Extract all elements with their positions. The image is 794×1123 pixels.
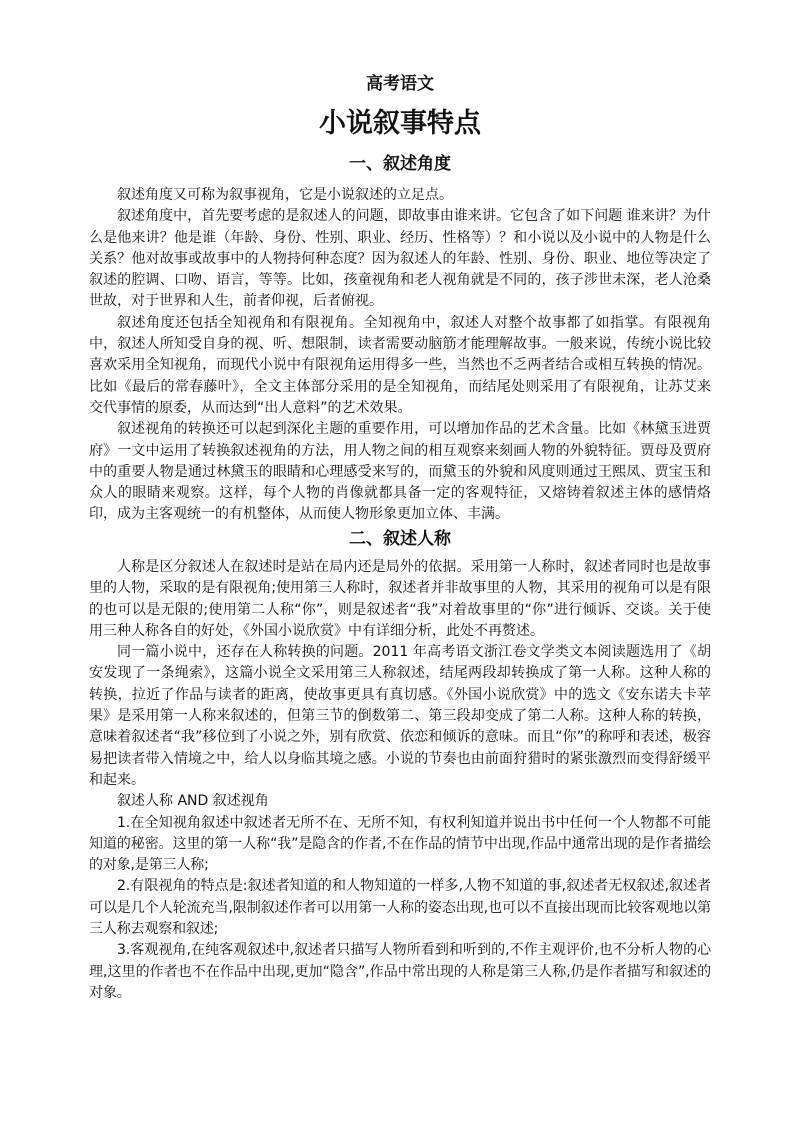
paragraph: 叙述角度还包括全知视角和有限视角。全知视角中，叙述人对整个故事都了如指掌。有限视角中，叙述人所知受自身的视、听、想限制，读者需要动脑筋才能理解故事。一般来说，传统小说比较喜欢采用全知视角，而现代小说中有限视角运用得多一些，当然也不乏两者结合或相互转换的情况。比如《最后的常春藤叶》，全文主体部分采用的是全知视角，而结尾处则采用了有限视角，让苏艾来交代事情的原委，从而达到“出人意料”的艺术效果。: [89, 314, 711, 416]
paragraph: 同一篇小说中，还存在人称转换的问题。2011 年高考语文浙江卷文学类文本阅读题选用了《胡安发现了一条绳索》，这篇小说全文采用第三人称叙述，结尾两段却转换成了第一人称。这种人称的转换，拉近了作品与读者的距离，使故事更具有真切感。《外国小说欣赏》中的选文《安东诺夫卡苹果》是采用第一人称来叙述的，但第三节的倒数第二、第三段却变成了第二人称。这种人称的转换，意味着叙述者“我”移位到了小说之外，别有欣赏、依恋和倾诉的意味。而且“你”的称呼和表述，极容易把读者带入情境之中，给人以身临其境之感。小说的节奏也由前面狩猎时的紧张激烈而变得舒缓平和起来。: [89, 644, 711, 788]
paragraph: 叙述视角的转换还可以起到深化主题的重要作用，可以增加作品的艺术含量。比如《林黛玉进贾府》一文中运用了转换叙述视角的方法，用人物之间的相互观察来刻画人物的外貌特征。贾母及贾府中的重要人物是通过林黛玉的眼睛和心理感受来写的，而黛玉的外貌和风度则通过王熙凤、贾宝玉和众人的眼睛来观察。这样，每个人物的肖像就都具备一定的客观特征，又熔铸着叙述主体的感情烙印，成为主客观统一的有机整体，从而使人物形象更加立体、丰满。: [89, 421, 711, 523]
document-page: [89, 0, 711, 1123]
subject-heading: 高考语文: [366, 74, 434, 94]
paragraph: 3.客观视角,在纯客观叙述中,叙述者只描写人物所看到和听到的,不作主观评价,也不分析人物的心理,这里的作者也不在作品中出现,更加“隐含”,作品中常出现的人称是第三人称,仍是作者描写和叙述的对象。: [89, 942, 711, 1001]
paragraph: 人称是区分叙述人在叙述时是站在局内还是局外的依据。采用第一人称时，叙述者同时也是故事里的人物，采取的是有限视角;使用第三人称时，叙述者并非故事里的人物，其采用的视角可以是有限的也可以是无限的;使用第二人称“你”，则是叙述者“我”对着故事里的“你”进行倾诉、交谈。关于使用三种人称各自的好处，《外国小说欣赏》中有详细分析，此处不再赘述。: [89, 559, 711, 639]
paragraph: 1.在全知视角叙述中叙述者无所不在、无所不知，有权利知道并说出书中任何一个人物都不可能知道的秘密。这里的第一人称“我”是隐含的作者,不在作品的情节中出现,作品中通常出现的是作者描绘的对象,是第三人称;: [89, 814, 711, 874]
paragraph: 叙述角度又可称为叙事视角，它是小说叙述的立足点。: [117, 187, 453, 203]
paragraph: 叙述人称 AND 叙述视角: [117, 793, 269, 810]
section-heading-1: 一、叙述角度: [349, 154, 451, 174]
page-title: 小说叙事特点: [319, 108, 481, 139]
paragraph: 2.有限视角的特点是:叙述者知道的和人物知道的一样多,人物不知道的事,叙述者无权叙述,叙述者可以是几个人轮流充当,限制叙述作者可以用第一人称的姿态出现,也可以不直接出现而比较客观地以第三人称去观察和叙述;: [89, 878, 711, 938]
paragraph: 叙述角度中，首先要考虑的是叙述人的问题，即故事由谁来讲。它包含了如下问题 谁来讲？为什么是他来讲？他是谁（年龄、身份、性别、职业、经历、性格等）？和小说以及小说中的人物是什么关系？他对故事或故事中的人物持何种态度？因为叙述人的年龄、性别、身份、职业、地位等决定了叙述的腔调、口吻、语言，等等。比如，孩童视角和老人视角就是不同的，孩子涉世未深，老人沧桑世故，对于世界和人生，前者仰视，后者俯视。: [89, 208, 711, 310]
section-heading-2: 二、叙述人称: [349, 529, 451, 549]
section-2-body: [89, 557, 711, 1004]
section-1-body: [89, 185, 711, 526]
